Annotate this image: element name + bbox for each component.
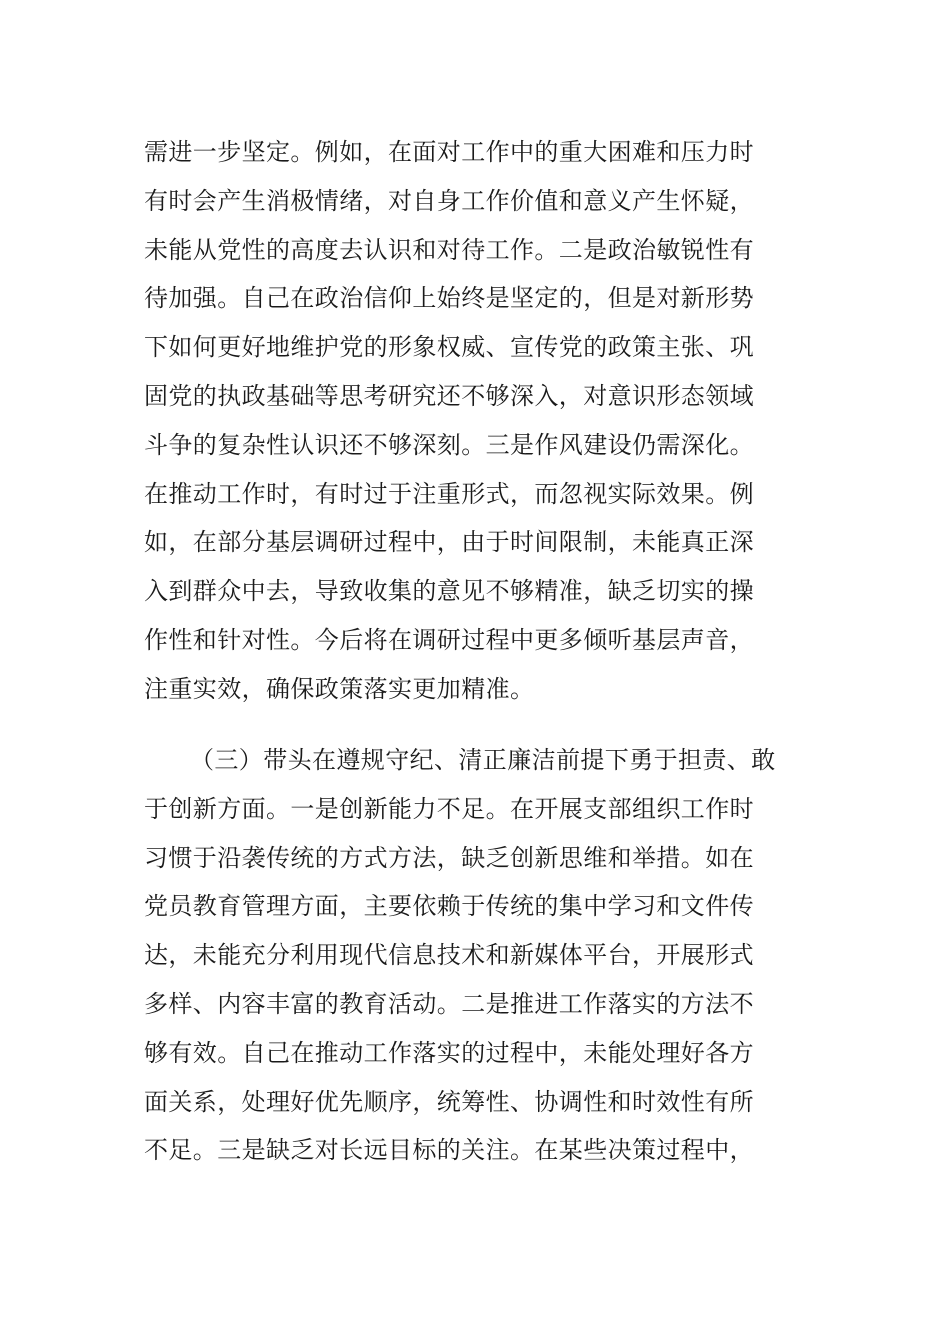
paragraph-2 <box>144 736 814 1175</box>
text-line: 面关系，处理好优先顺序，统筹性、协调性和时效性有所 <box>144 1087 754 1116</box>
text-line: 如，在部分基层调研过程中，由于时间限制，未能真正深 <box>144 528 754 557</box>
text-line: 达，未能充分利用现代信息技术和新媒体平台，开展形式 <box>144 941 754 970</box>
text-line: 需进一步坚定。例如，在面对工作中的重大困难和压力时 <box>144 138 754 166</box>
section-heading-line: （三）带头在遵规守纪、清正廉洁前提下勇于担责、敢 <box>190 746 776 774</box>
paragraph-1 <box>144 128 814 714</box>
text-line: 未能从党性的高度去认识和对待工作。二是政治敏锐性有 <box>144 235 754 264</box>
text-line: 有时会产生消极情绪，对自身工作价值和意义产生怀疑， <box>144 186 754 215</box>
text-line: 不足。三是缺乏对长远目标的关注。在某些决策过程中， <box>144 1136 754 1165</box>
text-line: 固党的执政基础等思考研究还不够深入，对意识形态领域 <box>144 381 754 410</box>
text-line: 待加强。自己在政治信仰上始终是坚定的，但是对新形势 <box>144 284 754 313</box>
text-line: 斗争的复杂性认识还不够深刻。三是作风建设仍需深化。 <box>144 430 754 459</box>
text-line: 在推动工作时，有时过于注重形式，而忽视实际效果。例 <box>144 479 754 508</box>
text-line: 党员教育管理方面，主要依赖于传统的集中学习和文件传 <box>144 892 754 921</box>
text-line: 多样、内容丰富的教育活动。二是推进工作落实的方法不 <box>144 989 754 1018</box>
text-line: 入到群众中去，导致收集的意见不够精准，缺乏切实的操 <box>144 577 754 606</box>
text-line: 够有效。自己在推动工作落实的过程中，未能处理好各方 <box>144 1038 754 1067</box>
text-line: 作性和针对性。今后将在调研过程中更多倾听基层声音， <box>144 625 754 654</box>
text-line: 下如何更好地维护党的形象权威、宣传党的政策主张、巩 <box>144 333 754 362</box>
text-line: 习惯于沿袭传统的方式方法，缺乏创新思维和举措。如在 <box>144 843 754 872</box>
text-line: 注重实效，确保政策落实更加精准。 <box>144 674 535 703</box>
text-line: 于创新方面。一是创新能力不足。在开展支部组织工作时 <box>144 794 754 823</box>
